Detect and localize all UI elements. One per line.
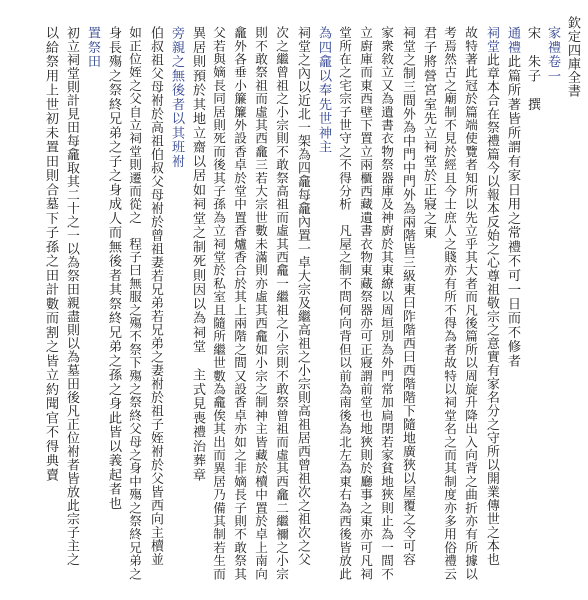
author-line: 宋 朱子 撰 <box>525 26 540 112</box>
text-column-18: 異居則預於其地立齋以居如祠堂之制死則因以為祠堂 主式見喪禮治葬章 <box>190 26 205 482</box>
text-column-17: 父若與嫡長同居則死而後其子孫為立祠堂於私室且隨所繼世數為龕俟其出而異居乃備其制若生而 <box>211 26 226 581</box>
text-column-15: 則不敢祭祖而虛其西龕三若大宗世數未滿則亦虛其西龕如小宗之制神主皆藏於櫝中置於卓上南向 <box>253 26 268 581</box>
text-column-24: 初立祠堂則計見田每龕取其二十之一以為祭田親盡則以為墓田後凡正位祔者皆放此宗子主之 <box>64 26 79 566</box>
text-column-25: 以給祭用上世初未置田則合墓下子孫之田計數而割之皆立約聞官不得典賣 <box>43 26 58 482</box>
text-column-14: 次之繼曾祖之小宗則不敢祭高祖而虛其西龕一繼祖之小宗則不敢祭曾祖而虛其西龕二繼禰之小宗 <box>274 26 289 581</box>
column-text: 此章本合在祭禮篇今以報本反始之心尊祖敬宗之意實有家名分之守所以開業傳世之本也 <box>484 53 499 566</box>
section-heading-four-shrines: 為四龕以奉先世神主 <box>316 26 331 155</box>
text-column-3 <box>503 26 522 368</box>
text-column-11: 堂所在之宅宗子世守之不得分析 凡屋之制不問何向背但以前為南後為北左為東右為西後皆放此 <box>337 26 352 581</box>
text-column-4 <box>482 26 501 566</box>
text-column-16: 龕外各垂小簾簾外設香卓於堂中置香爐香合於其上兩階之間又設香卓亦如之非嫡長子則不敢祭其 <box>232 26 247 581</box>
text-column-8: 祠堂之制三間外為中門中門外為兩階皆三級東曰阼階西曰西階階下隨地廣狹以屋覆之令可容 <box>400 26 415 566</box>
text-column-7: 君子將營宮室先立祠堂於正寢之東 <box>421 26 436 240</box>
text-column-9: 家衆敘立又為遺書衣物祭器庫及神廚於其東繚以周垣別為外門常加扃閉若家貧地狹則止為一間不 <box>379 26 394 581</box>
volume-title: 家禮卷一 <box>545 26 560 83</box>
section-heading-tongli: 通禮 <box>505 26 520 55</box>
text-column-6: 考焉然古之廟制不見於經且今士庶人之賤亦有所不得為者故特以祠堂名之而其制度亦多用俗禮云 <box>442 26 457 581</box>
text-column-13: 祠堂之內以近北一架為四龕每龕內置一卓大宗及繼高祖之小宗則高祖居西曾祖次之祖次之父 <box>295 26 310 566</box>
section-heading-citang: 祠堂 <box>484 26 499 53</box>
section-heading-sacrificial-fields: 置祭田 <box>85 26 100 69</box>
text-column-21: 如正位姪之父自立祠堂則遷而從之 程子曰無服之殤不祭下殤之祭終父母之身中殤之祭終兄弟之 <box>127 26 142 581</box>
text-column-10: 立廚庫而東西壁下置立兩櫃西藏遺書衣物東藏祭器亦可正寢謂前堂也地狹則於廳事之東亦可凡祠 <box>358 26 373 581</box>
section-heading-side-relatives: 旁親之無後者以其班祔 <box>169 26 184 169</box>
text-column-20: 伯叔祖父母祔於高祖伯叔父母祔於曾祖妻若兄弟若兄弟之妻祔於祖子姪祔於父皆西向主櫝並 <box>148 26 163 566</box>
column-text: 此篇所著皆所謂有家日用之常禮不可一日而不修者 <box>505 54 520 368</box>
text-column-5: 故特著此冠於篇端使覽者知所以先立乎其大者而凡後篇所以周旋升降出入向背之曲折亦有所據以 <box>463 26 478 581</box>
book-header: 欽定四庫全書 <box>565 16 580 98</box>
text-column-22: 身長殤之祭終兄弟之子之身成人而無後者其祭終兄弟之孫之身此皆以義起者也 <box>106 26 121 511</box>
